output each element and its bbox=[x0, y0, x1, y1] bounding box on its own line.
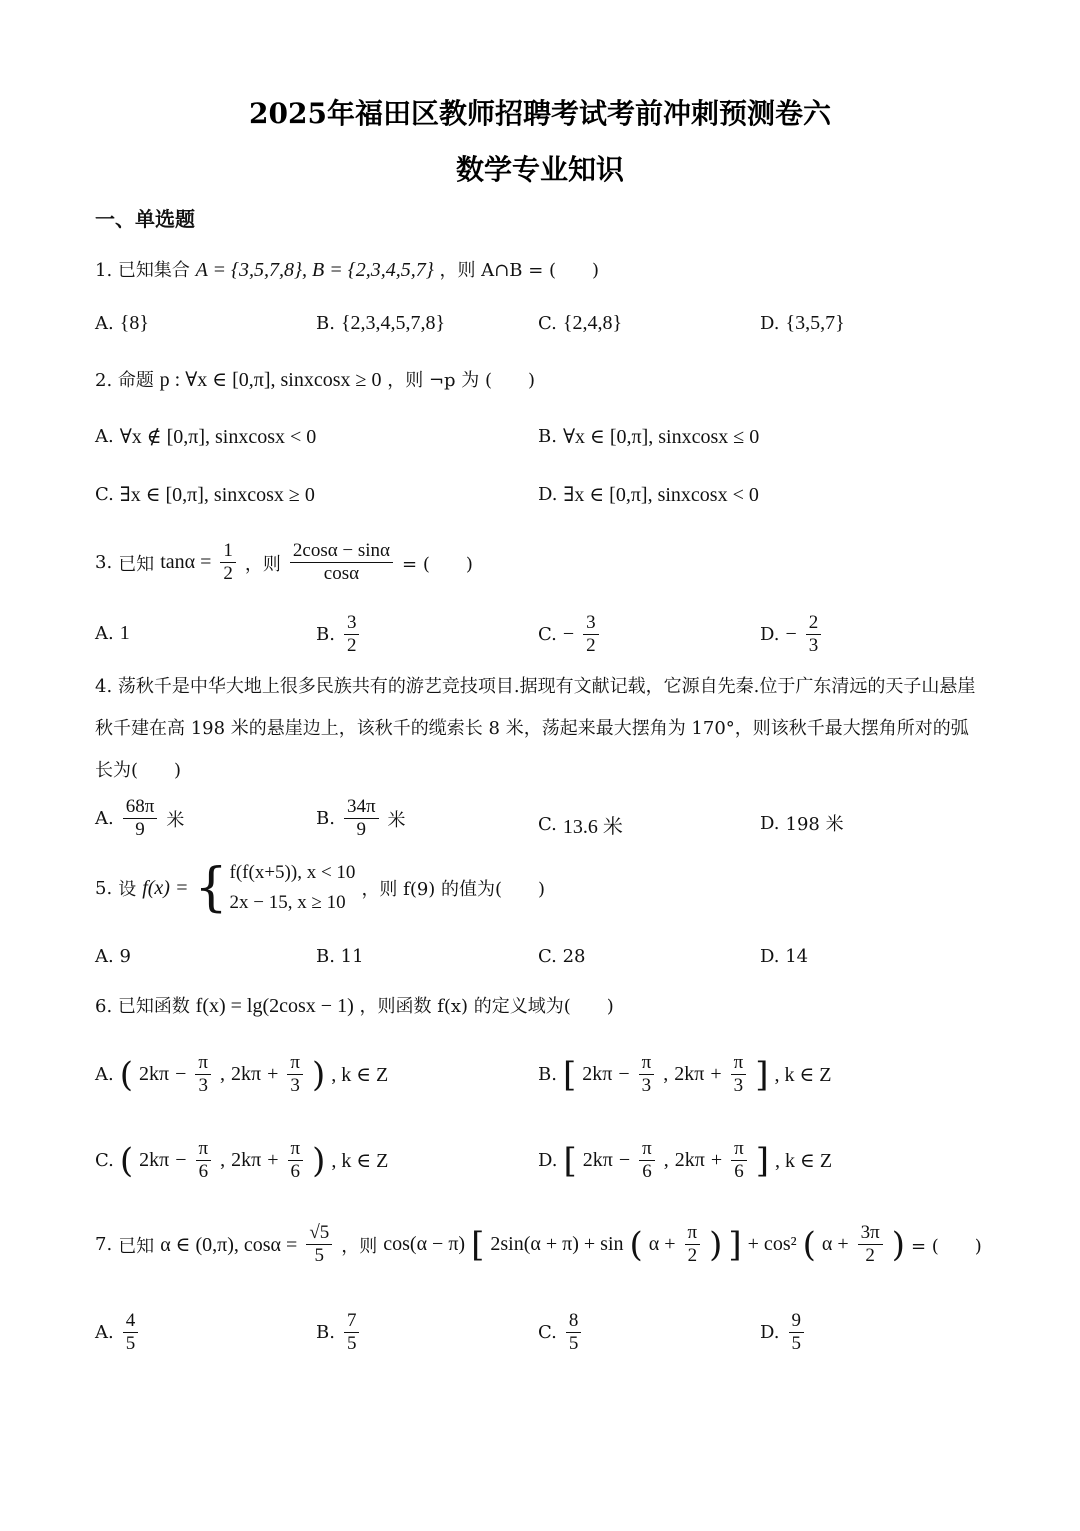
option-b[interactable]: B. [ 2kπ − $\frac{\pi}{3}$ , 2kπ + $\frac{\pi}{3}$ ] , k ∈ Z bbox=[538, 1052, 832, 1096]
question-math: A = {3,5,7,8}, B = {2,3,4,5,7} bbox=[195, 259, 434, 281]
question-7: 7. 已知 α ∈ (0,π), cosα = $\frac{√5}{5}$ ，则 cos(α − π) [ 2sin(α + π) + sin ( α + $\frac{\pi}{2}$ ) ] + cos² ( α + $\frac{3\pi}{2}$ ) = ( ) bbox=[95, 1222, 982, 1266]
question-number: 4. bbox=[95, 676, 113, 697]
option-b[interactable]: B. ∀x ∈ [0,π], sinxcosx ≤ 0 bbox=[538, 426, 760, 448]
option-c[interactable]: C. {2,4,8} bbox=[538, 312, 623, 334]
option-a[interactable]: A. ∀x ∉ [0,π], sinxcosx < 0 bbox=[95, 426, 317, 448]
section-heading: 一、单选题 bbox=[95, 207, 195, 231]
question-3: 3. 已知 tanα = $\frac{1}{2}$ ，则 $\frac{2\cos\alpha - \sin\alpha}{\cos\alpha}$ = ( ) bbox=[95, 540, 473, 584]
question-prefix: 已知函数 bbox=[117, 996, 190, 1017]
option-b[interactable]: B. {2,3,4,5,7,8} bbox=[316, 312, 446, 334]
question-math: f(x) = bbox=[142, 876, 189, 899]
question-1 bbox=[95, 258, 995, 283]
question-suffix: ，则函数 f(x) 的定义域为( ) bbox=[359, 996, 614, 1017]
option-a[interactable]: A. 1 bbox=[95, 622, 130, 644]
option-d[interactable]: D. ∃x ∈ [0,π], sinxcosx < 0 bbox=[538, 484, 759, 506]
question-number: 6. bbox=[95, 996, 113, 1017]
exam-title: 2025年福田区教师招聘考试考前冲刺预测卷六 bbox=[249, 97, 831, 130]
question-suffix: ，则 ¬p 为 ( ) bbox=[387, 370, 536, 391]
option-c[interactable]: C. − $\frac{3}{2}$ bbox=[538, 612, 602, 657]
fraction: $\frac{1}{2}$ bbox=[220, 540, 236, 585]
question-4 bbox=[95, 666, 985, 792]
question-number: 3. bbox=[95, 552, 113, 573]
question-6 bbox=[95, 994, 995, 1019]
option-a[interactable]: A. $\frac{68\pi}{9}$ 米 bbox=[95, 796, 185, 840]
question-5: 5. 设 f(x) = { f(f(x+5)), x < 10 2x − 15, x ≥ 10 ，则 f(9) 的值为( ) bbox=[95, 858, 546, 918]
question-text: 荡秋千是中华大地上很多民族共有的游艺竞技项目.据现有文献记载，它源自先秦.位于广东清远的天子山悬崖秋千建在高 198 米的悬崖边上，该秋千的缆索长 8 米，荡起来最大摆角为 170°，则该秋千最大摆角所对的弧长为( ) bbox=[95, 676, 976, 781]
option-c[interactable]: C. ( 2kπ − $\frac{\pi}{6}$ , 2kπ + $\frac{\pi}{6}$ ) , k ∈ Z bbox=[95, 1138, 389, 1182]
option-a[interactable]: A. $\frac{4}{5}$ bbox=[95, 1310, 141, 1355]
option-c[interactable]: C. $\frac{8}{5}$ bbox=[538, 1310, 584, 1355]
question-prefix: 已知集合 bbox=[117, 260, 190, 281]
option-b[interactable]: B. $\frac{3}{2}$ bbox=[316, 612, 362, 657]
question-number: 2. bbox=[95, 370, 113, 391]
question-prefix: 已知 bbox=[118, 1235, 155, 1257]
exam-subtitle: 数学专业知识 bbox=[455, 153, 624, 186]
option-c[interactable]: C. 28 bbox=[538, 946, 586, 967]
option-a[interactable]: A. ( 2kπ − $\frac{\pi}{3}$ , 2kπ + $\frac{\pi}{3}$ ) , k ∈ Z bbox=[95, 1052, 389, 1096]
option-d[interactable]: D. $\frac{9}{5}$ bbox=[760, 1310, 807, 1355]
option-a[interactable]: A. 9 bbox=[95, 946, 131, 967]
question-2 bbox=[95, 368, 995, 393]
option-d[interactable]: D. {3,5,7} bbox=[760, 312, 845, 334]
option-b[interactable]: B. 11 bbox=[316, 946, 364, 967]
question-suffix: ，则 A∩B = ( ) bbox=[439, 260, 600, 281]
question-math: tanα = bbox=[160, 551, 212, 573]
question-prefix: 已知 bbox=[118, 553, 155, 575]
piecewise: { f(f(x+5)), x < 10 2x − 15, x ≥ 10 bbox=[194, 858, 356, 918]
fraction: $\frac{2\cos\alpha - \sin\alpha}{\cos\alpha}$ bbox=[290, 540, 393, 585]
question-prefix: 设 bbox=[118, 879, 137, 900]
option-b[interactable]: B. $\frac{34\pi}{9}$ 米 bbox=[316, 796, 406, 840]
question-number: 1. bbox=[95, 260, 113, 281]
option-d[interactable]: D. [ 2kπ − $\frac{\pi}{6}$ , 2kπ + $\frac{\pi}{6}$ ] , k ∈ Z bbox=[538, 1138, 833, 1182]
option-b[interactable]: B. $\frac{7}{5}$ bbox=[316, 1310, 362, 1355]
question-math: f(x) = lg(2cosx − 1) bbox=[195, 995, 354, 1017]
option-d[interactable]: D. 14 bbox=[760, 946, 809, 967]
option-a[interactable]: A. {8} bbox=[95, 312, 149, 334]
option-d[interactable]: D. 198 米 bbox=[760, 812, 844, 835]
option-c[interactable]: C. 13.6 米 bbox=[538, 814, 623, 838]
option-c[interactable]: C. ∃x ∈ [0,π], sinxcosx ≥ 0 bbox=[95, 484, 315, 506]
question-number: 5. bbox=[95, 877, 113, 899]
question-number: 7. bbox=[95, 1234, 113, 1255]
option-d[interactable]: D. − $\frac{2}{3}$ bbox=[760, 612, 824, 657]
question-prefix: 命题 bbox=[117, 370, 154, 391]
question-math: p : ∀x ∈ [0,π], sinxcosx ≥ 0 bbox=[159, 369, 382, 391]
